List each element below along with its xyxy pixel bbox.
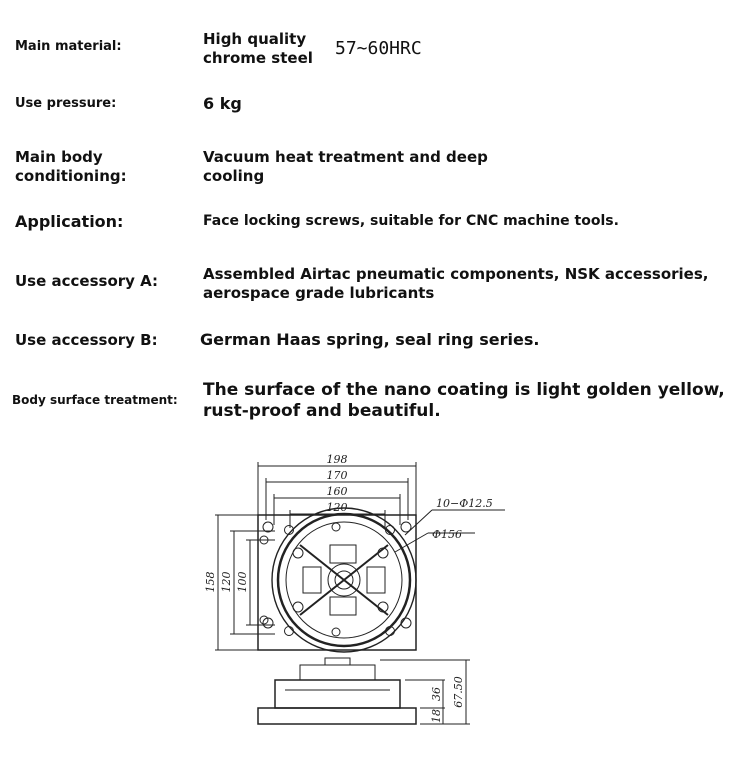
application-value: Face locking screws, suitable for CNC machine tools. [203,213,619,229]
hardness-value: 57~60HRC [335,38,422,59]
main-material-label: Main material: [15,39,122,54]
main-body-conditioning-value: Vacuum heat treatment and deep cooling [203,148,488,185]
dim-156: Φ156 [432,528,463,541]
body-surface-treatment-value: The surface of the nano coating is light golden yellow, rust-proof and beautiful. [203,380,725,421]
use-accessory-b-value: German Haas spring, seal ring series. [200,330,540,349]
body-surface-treatment-label: Body surface treatment: [12,393,178,407]
dim-67-50: 67.50 [452,676,465,708]
dim-18: 18 [430,709,443,723]
dim-120-top: 120 [326,501,348,514]
dim-120-side: 120 [220,571,233,593]
main-material-value: High quality chrome steel [203,30,313,67]
dim-198: 198 [326,453,348,466]
dim-36: 36 [430,687,443,701]
use-accessory-b-label: Use accessory B: [15,331,158,349]
use-accessory-a-value: Assembled Airtac pneumatic components, NSK accessories, aerospace grade lubricants [203,265,709,302]
main-body-conditioning-label: Main body conditioning: [15,148,127,185]
dim-100: 100 [236,571,249,593]
use-pressure-label: Use pressure: [15,96,117,111]
dim-158: 158 [204,571,217,593]
use-pressure-value: 6 kg [203,94,242,113]
application-label: Application: [15,212,124,231]
dim-holes: 10−Φ12.5 [436,497,493,510]
use-accessory-a-label: Use accessory A: [15,272,159,290]
dim-160: 160 [326,485,348,498]
dim-170: 170 [326,469,348,482]
